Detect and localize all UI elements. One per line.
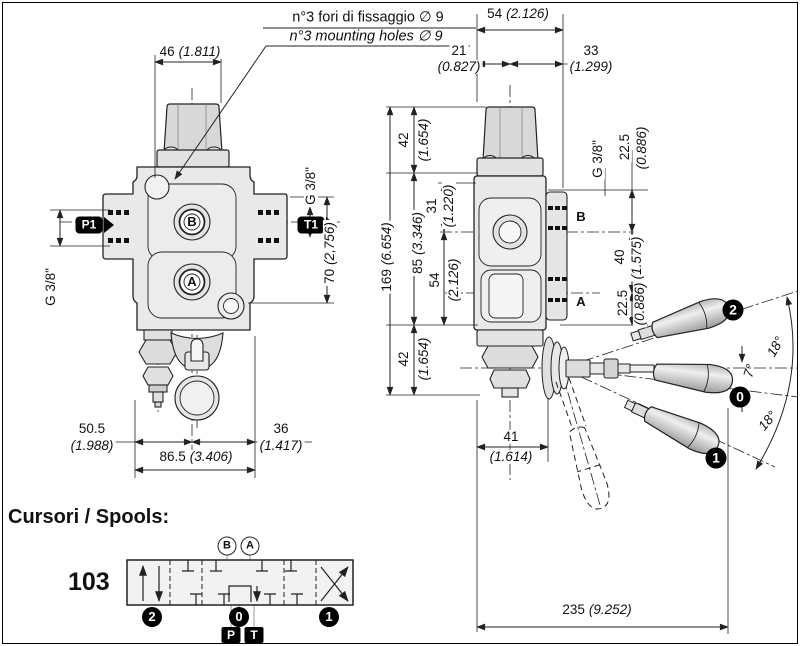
side-dim-base-in: (1.614) [489,448,533,464]
spool-port-p-badge: P [222,627,241,643]
side-dim-ports-in: (2.126) [445,258,461,302]
side-dim-upper-in: (1.654) [415,118,431,162]
lever-dashed-alt [556,378,613,512]
side-dim-a-bottom-in: (0.886) [631,282,647,326]
spool-port-t-badge: T [245,627,264,643]
front-dim-left-in: (1.988) [70,437,114,453]
front-dim-right-mm: 36 [273,420,289,436]
side-dim-total-height: 169(6.654) [378,222,394,292]
angle-neutral-label: 7° [740,362,759,380]
spool-pos-1-badge: 1 [319,607,339,627]
front-dim-top: 46 (1.811) [159,43,221,59]
front-dim-height: 70(2,756) [321,222,337,284]
side-dim-top-left-mm: 21 [451,42,467,58]
side-dim-body: 85(3.346) [409,212,425,274]
spool-port-b-circle: B [218,537,237,556]
spool-port-a-circle: A [241,537,260,556]
lever-shaft [542,337,654,399]
front-port-a-label: A [187,274,197,290]
lever-pos-0-badge: 0 [730,387,751,408]
side-dim-lower-in: (1.654) [415,337,431,381]
side-dim-port-b-mm: 31 [423,198,439,214]
lever-pos-2-badge: 2 [723,300,744,321]
port-t1-badge: T1 [298,217,325,234]
side-dim-upper-mm: 42 [395,132,411,148]
port-p1-badge: P1 [76,217,103,234]
lever-pos-1-badge: 1 [706,448,727,469]
front-dim-right-in: (1.417) [259,437,303,453]
side-dim-b-a-in: (1.575) [628,236,644,280]
side-port-b-label: B [576,209,586,225]
side-bottom-block [477,330,543,397]
side-dim-top-right-in: (1.299) [569,58,613,74]
spool-code: 103 [68,568,110,596]
spool-pos-2-badge: 2 [142,607,162,627]
side-dim-top: 54 (2.126) [487,5,549,21]
front-port-b-label: B [187,214,197,230]
angle-arc [742,297,793,469]
angle-down-label: 18° [755,407,780,434]
side-dim-top-right-mm: 33 [583,42,599,58]
side-dim-b-a-mm: 40 [611,249,627,265]
side-dim-lower-mm: 42 [395,351,411,367]
front-thread-right: G 3/8" [302,167,318,205]
angle-up-label: 18° [763,334,788,360]
mounting-note-english: n°3 mounting holes ∅ 9 [289,28,443,45]
side-dim-reach: 235 (9.252) [562,601,632,617]
mounting-note-italian: n°3 fori di fissaggio ∅ 9 [292,9,444,26]
spools-heading: Cursori / Spools: [8,506,170,528]
relief-valve [139,330,177,407]
side-dim-a-bottom-mm: 22.5 [614,289,630,317]
side-view [386,14,798,634]
side-dim-b-top-in: (0.886) [633,126,649,170]
front-thread-left: G 3/8" [42,268,58,306]
side-port-a-label: A [576,294,586,310]
side-dim-ports-mm: 54 [426,272,442,288]
spool-pos-0-badge: 0 [229,607,249,627]
side-dim-port-b-in: (1.220) [440,184,456,228]
front-dim-total: 86.5 (3.406) [159,448,233,464]
side-dim-base-mm: 41 [503,428,519,444]
side-dim-b-top-mm: 22.5 [616,133,632,161]
lever-pivot-front [171,333,223,420]
front-dim-left-mm: 50.5 [78,420,106,436]
side-dim-top-left-in: (0.827) [437,58,481,74]
side-thread: G 3/8" [589,140,605,178]
